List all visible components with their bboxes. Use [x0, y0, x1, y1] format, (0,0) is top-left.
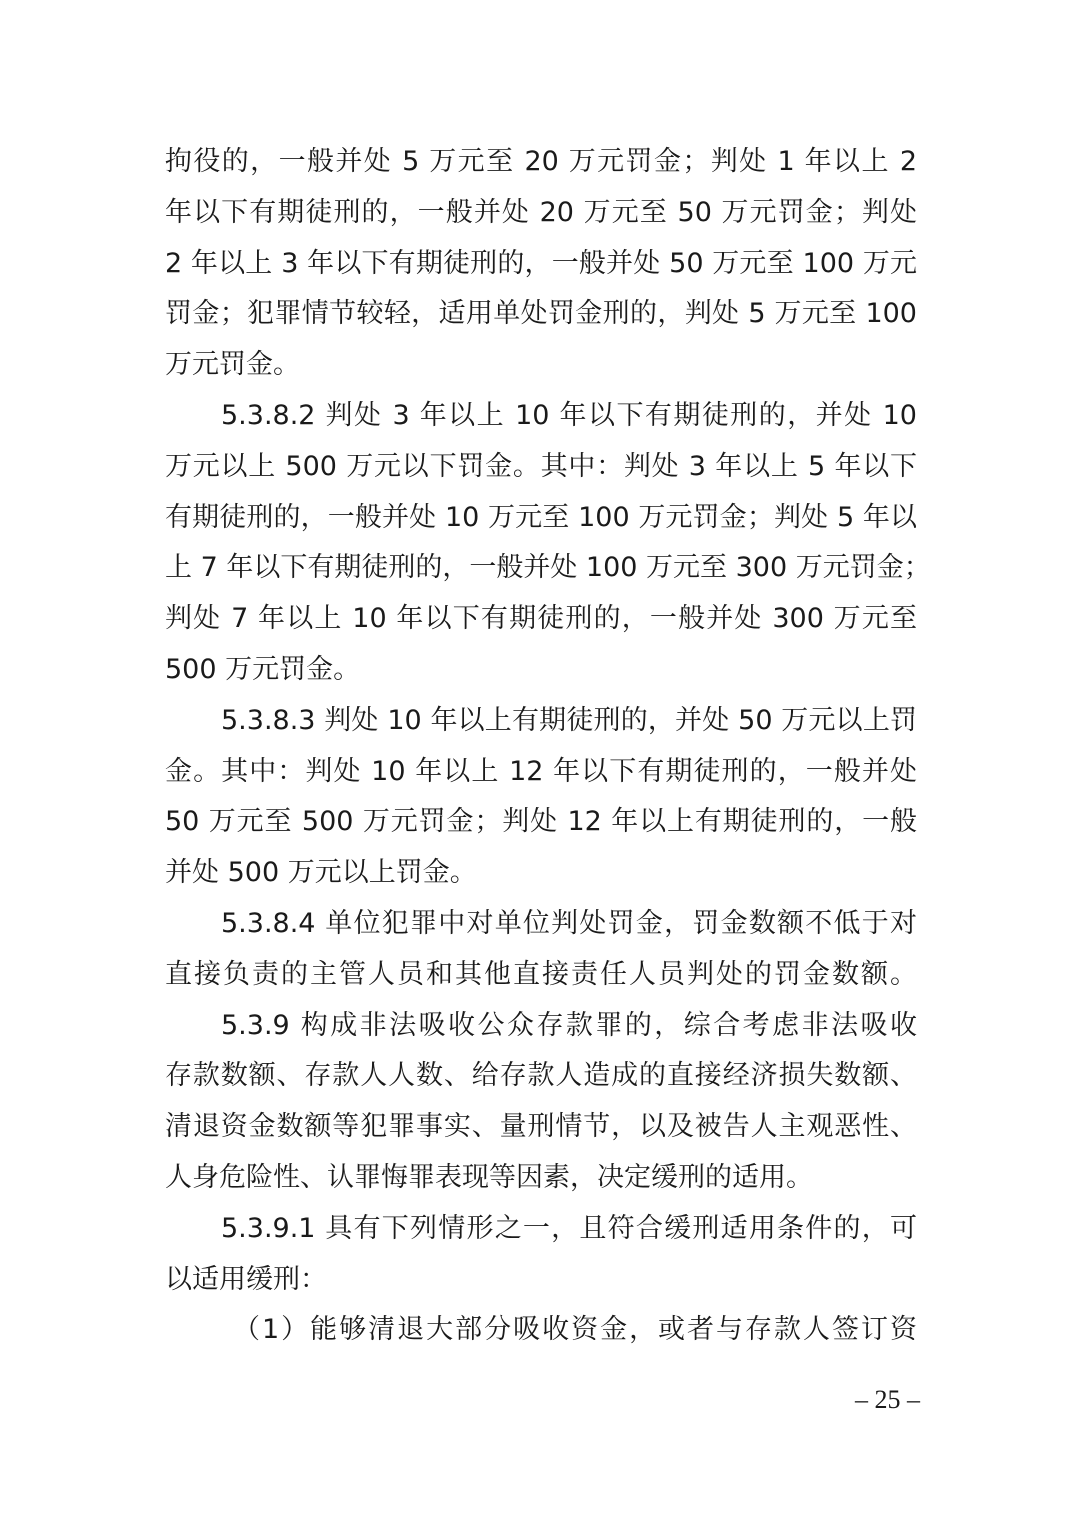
- text-line-clause-5-3-8-2: 5.3.8.2 判处 3 年以上 10 年以下有期徒刑的，并处 10: [221, 399, 917, 431]
- text-line: 500 万元罚金。: [165, 653, 361, 685]
- text-line-clause-5-3-9-1: 5.3.9.1 具有下列情形之一，且符合缓刑适用条件的，可: [221, 1212, 917, 1244]
- text-line: 并处 500 万元以上罚金。: [165, 857, 477, 889]
- text-line: 清退资金数额等犯罪事实、量刑情节，以及被告人主观恶性、: [165, 1111, 917, 1143]
- text-line: 上 7 年以下有期徒刑的，一般并处 100 万元至 300 万元罚金；: [165, 552, 931, 584]
- text-line: 以适用缓刑：: [165, 1263, 327, 1295]
- text-line-clause-5-3-8-3: 5.3.8.3 判处 10 年以上有期徒刑的，并处 50 万元以上罚: [221, 704, 917, 736]
- text-line: 万元以上 500 万元以下罚金。其中：判处 3 年以上 5 年以下: [165, 450, 917, 482]
- text-line: 2 年以上 3 年以下有期徒刑的，一般并处 50 万元至 100 万元: [165, 247, 917, 279]
- page-number: – 25 –: [855, 1385, 920, 1414]
- text-line: 罚金；犯罪情节较轻，适用单处罚金刑的，判处 5 万元至 100: [165, 298, 917, 330]
- body-text: [165, 137, 931, 1356]
- text-line: 金。其中：判处 10 年以上 12 年以下有期徒刑的，一般并处: [165, 755, 917, 787]
- text-line: 万元罚金。: [165, 349, 300, 381]
- text-line: 50 万元至 500 万元罚金；判处 12 年以上有期徒刑的，一般: [165, 806, 917, 838]
- text-line: 拘役的，一般并处 5 万元至 20 万元罚金；判处 1 年以上 2: [165, 146, 917, 177]
- text-line: 人身危险性、认罪悔罪表现等因素，决定缓刑的适用。: [165, 1161, 813, 1193]
- text-line: 存款数额、存款人人数、给存款人造成的直接经济损失数额、: [165, 1060, 917, 1092]
- text-line: 年以下有期徒刑的，一般并处 20 万元至 50 万元罚金；判处: [165, 196, 917, 228]
- text-line-item-1: （1）能够清退大部分吸收资金，或者与存款人签订资: [233, 1314, 917, 1346]
- text-line: 有期徒刑的，一般并处 10 万元至 100 万元罚金；判处 5 年以: [165, 501, 917, 533]
- text-line: 直接负责的主管人员和其他直接责任人员判处的罚金数额。: [165, 958, 917, 990]
- text-line-clause-5-3-9: 5.3.9 构成非法吸收公众存款罪的，综合考虑非法吸收: [221, 1009, 917, 1041]
- text-line-clause-5-3-8-4: 5.3.8.4 单位犯罪中对单位判处罚金，罚金数额不低于对: [221, 907, 917, 939]
- text-line: 判处 7 年以上 10 年以下有期徒刑的，一般并处 300 万元至: [165, 603, 917, 635]
